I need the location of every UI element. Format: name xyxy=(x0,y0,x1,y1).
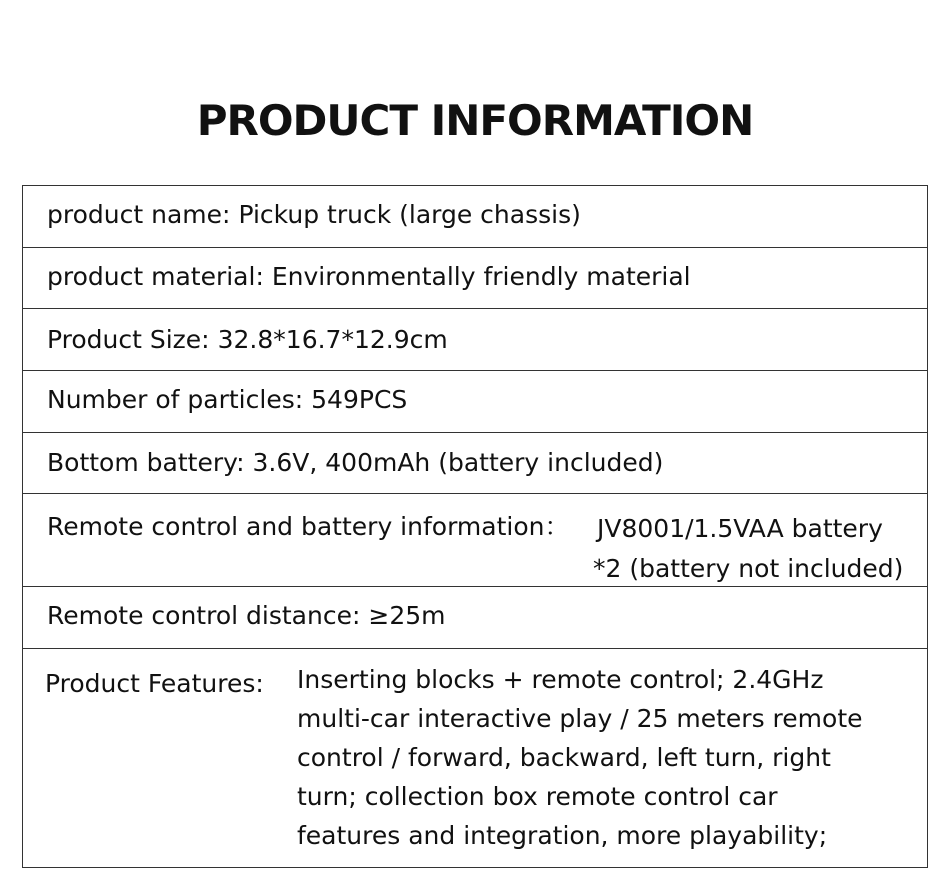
row-remote-distance xyxy=(23,587,927,649)
features-text xyxy=(297,667,863,862)
features-line: multi-car interactive play / 25 meters remote xyxy=(297,704,863,733)
remote-battery-value-line2: *2 (battery not included) xyxy=(593,554,904,583)
row-product-name xyxy=(23,186,927,248)
product-size-label: Product Size: xyxy=(47,325,210,354)
product-info-table xyxy=(22,185,928,868)
product-name-label: product name: xyxy=(47,200,231,229)
row-product-size xyxy=(23,309,927,371)
row-product-material xyxy=(23,248,927,309)
particles-label: Number of particles: xyxy=(47,385,304,414)
product-material-label: product material: xyxy=(47,262,264,291)
bottom-battery-label: Bottom battery: xyxy=(47,448,245,477)
remote-distance-label: Remote control distance: xyxy=(47,601,361,630)
features-line: control / forward, backward, left turn, right xyxy=(297,743,831,772)
particles-value: 549PCS xyxy=(311,385,408,414)
features-line: turn; collection box remote control car xyxy=(297,782,778,811)
remote-battery-label: Remote control and battery information： xyxy=(47,512,570,541)
product-material-value: Environmentally friendly material xyxy=(271,262,691,291)
row-bottom-battery xyxy=(23,433,927,494)
product-name-value: Pickup truck (large chassis) xyxy=(238,200,581,229)
row-remote-battery-info xyxy=(23,494,927,587)
row-number-of-particles xyxy=(23,371,927,433)
remote-battery-value-line1: JV8001/1.5VAA battery xyxy=(597,514,883,543)
remote-distance-value: ≥25m xyxy=(368,601,446,630)
product-size-value: 32.8*16.7*12.9cm xyxy=(217,325,448,354)
row-product-features xyxy=(23,649,927,867)
bottom-battery-value: 3.6V, 400mAh (battery included) xyxy=(252,448,664,477)
features-label: Product Features: xyxy=(45,669,264,698)
features-line: features and integration, more playability; xyxy=(297,821,828,850)
page-title: PRODUCT INFORMATION xyxy=(196,96,754,145)
features-line: Inserting blocks + remote control; 2.4GHz xyxy=(297,665,824,694)
